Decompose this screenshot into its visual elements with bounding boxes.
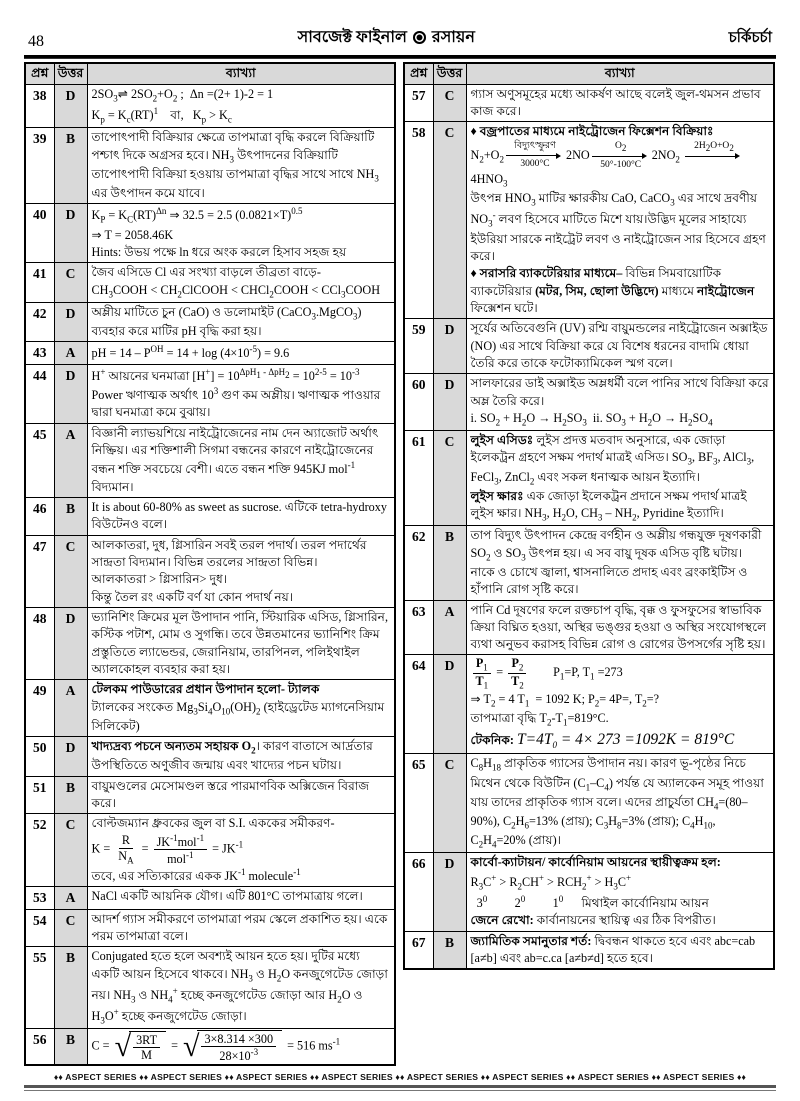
explanation-text: বোল্টজম্যান ধ্রুবকের জুল বা S.I. এককের সমীকরণ- K = $\frac{R}{N_A}$ = $JK^{-1}mol^{-1}$ mol$^{-1}$ = $JK^{-1}$ তবে, এর সত্যিকারের একক $JK^{-1}$ molecule$^{-1}$ [87,814,395,887]
table-row [25,498,395,536]
table-row [25,342,395,364]
answer-letter: C [54,814,87,887]
answer-letter: A [433,600,466,655]
table-row [404,853,774,931]
answer-letter: D [433,319,466,374]
question-number: 43 [25,342,54,364]
explanation-text: It is about 60-80% as sweet as sucrose. এটিকে tetra-hydroxy বিউটেনও বলে। [87,498,395,536]
column-header-answer: উত্তর [433,63,466,84]
table-row [404,754,774,853]
table-row [25,814,395,887]
answer-letter: C [54,909,87,947]
explanation-text: $2SO_3\rightleftharpoons$ $2SO_2+O_2$ ; Δn =(2+ 1)-2 = 1 $K_p = K_c(RT)^1$ বা, $K_p > K_c$ [87,84,395,127]
page-footer [24,1070,776,1101]
table-header-row [404,63,774,84]
explanation-text: লুইস এসিডঃ লুইস প্রদত্ত মতবাদ অনুসারে, এক জোড়া ইলেকট্রন গ্রহণে সক্ষম পদার্থ মাত্রই এসিড। $SO_3$, $BF_3$, AlCl$_3$, FeCl$_3$, ZnCl$_2$ এবং সকল ধনাত্মক আয়ন ইত্যাদি। লুইস ক্ষারঃ এক জোড়া ইলেকট্রন প্রদানে সক্ষম পদার্থ মাত্রই লুইস ক্ষার। $NH_3$, $H_2O$, $CH_3 - NH_2$, Pyridine ইত্যাদি। [466,431,774,526]
answer-letter: C [433,754,466,853]
explanation-text: NaCl একটি আয়নিক যৌগ। এটি 801°C তাপমাত্রায় গলে। [87,887,395,909]
answers-table-left [24,62,396,1066]
bullet-icon [413,31,426,44]
explanation-text: তাপ বিদ্যুৎ উৎপাদন কেন্দ্রে বর্ণহীন ও অম্লীয় গন্ধযুক্ত দূষণকারী $SO_2$ ও $SO_3$ উৎপন্ন হয়। এ সব বায়ু দূষক এসিড বৃষ্টি ঘটায়। নাকে ও চোখে জ্বালা, শ্বাসনালিতে প্রদাহ এবং ব্রংকাইটিস ও হাঁপানি রোগ সৃষ্টি করে। [466,526,774,600]
answer-letter: A [54,342,87,364]
answer-letter: C [433,431,466,526]
answer-letter: A [54,680,87,737]
answer-letter: B [433,931,466,969]
explanation-text: আদর্শ গ্যাস সমীকরণে তাপমাত্রা পরম স্কেলে প্রকাশিত হয়। একে পরম তাপমাত্রা বলে। [87,909,395,947]
table-row [25,608,395,680]
question-number: 54 [25,909,54,947]
question-number: 41 [25,263,54,303]
header-edition: চর্কিচর্চা [728,30,772,46]
explanation-text: আলকাতরা, দুধ, গ্লিসারিন সবই তরল পদার্থ। তরল পদার্থের সান্দ্রতা বিদ্যমান। বিভিন্ন তরলের সান্দ্রতা বিভিন্ন। আলকাতরা > গ্লিসারিন> দুধ। কিন্তু তৈল রং একটি বর্ণ যা কোন পদার্থ নয়। [87,535,395,607]
answer-letter: D [54,364,87,423]
explanation-text: $C_8H_{18}$ প্রাকৃতিক গ্যাসের উপাদান নয়। কারণ ভূ-পৃষ্ঠের নিচে মিথেন থেকে বিউটিন $(C_1-C_4)$ পর্যন্ত যে অ্যালকেন সমূহ পাওয়া যায় তাদের প্রাকৃতিক গ্যাস বলে। এদের প্রাচুর্যতা $CH_4=(80-90\%)$, $C_2H_6=13\%$ (প্রায়); $C_3H_8=3\%$ (প্রায়); $C_4H_{10}$, $C_2H_4=20\%$ (প্রায়)। [466,754,774,853]
answer-letter: D [433,374,466,431]
explanation-text: Conjugated হতে হলে অবশ্যই আয়ন হতে হয়। দুটির মধ্যে একটি আয়ন হিসেবে থাকবে। $NH_3$ ও $H_2O$ কনজুগেটেড জোড়া নয়। $NH_3$ ও $NH_4^+$ হচ্ছে কনজুগেটেড জোড়া আর $H_2O$ ও $H_3O^+$ হচ্ছে কনজুগেটেড জোড়া। [87,947,395,1029]
page-title-right: রসায়ন [431,29,475,46]
explanation-text: তাপোৎপাদী বিক্রিয়ার ক্ষেত্রে তাপমাত্রা বৃদ্ধি করলে বিক্রিয়াটি পশ্চাৎ দিকে অগ্রসর হবে। $NH_3$ উৎপাদনের বিক্রিয়াটি তাপোৎপাদী বিক্রিয়া হওয়ায় তাপমাত্রা বৃদ্ধির সাথে সাথে $NH_3$ এর উৎপাদন কমে যাবে। [87,128,395,204]
column-header-question: প্রশ্ন [404,63,433,84]
table-row [404,431,774,526]
table-header-row [25,63,395,84]
two-column-layout [24,62,776,1066]
table-row [25,84,395,127]
table-row [404,600,774,655]
answer-letter: C [54,263,87,303]
question-number: 59 [404,319,433,374]
table-row [25,887,395,909]
question-number: 62 [404,526,433,600]
answer-letter: D [54,737,87,777]
answer-letter: C [433,122,466,319]
question-number: 66 [404,853,433,931]
table-row [404,374,774,431]
explanation-text: জ্যামিতিক সমানুতার শর্ত: দ্বিবন্ধন থাকতে হবে এবং abc=cab [a≠b] এবং ab=c.ca [a≠b≠d] হতে হবে। [466,931,774,969]
explanation-text: কার্বো-ক্যাটায়ন/ কার্বোনিয়াম আয়নের স্থায়ীত্বক্রম হল: $R_3C^+ > R_2CH^+ > RCH_2^+ > H_3C^+$ $3^0$ $2^0$ $1^0$ মিথাইল কার্বোনিয়াম আয়ন জেনে রেখো: কার্বানায়নের স্থায়িত্ব এর ঠিক বিপরীত। [466,853,774,931]
question-number: 56 [25,1029,54,1066]
column-header-explanation: ব্যাখ্যা [466,63,774,84]
explanation-text: সূর্যের অতিবেগুনি (UV) রশ্মি বায়ুমন্ডলের নাইট্রোজেন অক্সাইড (NO) এর সাথে বিক্রিয়া করে যে বিশেষ ধরনের বাদামি ধোয়া তৈরি করে তাকে ফটোক্যামিকেল স্মগ বলে। [466,319,774,374]
answer-letter: C [54,535,87,607]
table-row [25,1029,395,1066]
explanation-text: সালফারের ডাই অক্সাইড অম্লধর্মী বলে পানির সাথে বিক্রিয়া করে অম্ল তৈরি করে। i. $SO_2 + H_2O \to H_2SO_3$ ii. $SO_3 + H_2O \to H_2SO_4$ [466,374,774,431]
answer-letter: B [54,947,87,1029]
answer-letter: D [54,608,87,680]
question-number: 42 [25,302,54,342]
question-number: 49 [25,680,54,737]
explanation-text: পানি Cd দূষণের ফলে রক্তচাপ বৃদ্ধি, বৃক্ক ও ফুসফুসের স্বাভাবিক ক্রিয়া বিঘ্নিত হওয়া, অস্থির ভঙ্গুর হওয়া ও অস্থির সংযোগস্থলে ব্যথা অনুভব করাসহ বিভিন্ন রোগ ও রোগের উপসর্গের সৃষ্টি হয়। [466,600,774,655]
answer-letter: B [54,1029,87,1066]
question-number: 65 [404,754,433,853]
question-number: 52 [25,814,54,887]
explanation-text: গ্যাস অণুসমূহের মধ্যে আকর্ষণ আছে বলেই জুল-থমসন প্রভাব কাজ করে। [466,84,774,122]
question-number: 47 [25,535,54,607]
question-number: 63 [404,600,433,655]
answer-letter: D [54,204,87,263]
answer-letter: C [433,84,466,122]
question-number: 50 [25,737,54,777]
column-header-question: প্রশ্ন [25,63,54,84]
explanation-text: $\frac{P_1}{T_1}$ = $\frac{P_2}{T_2}$ $P_1=P$, $T_1 =273$ ⇒ $T_2 = 4$ $T_1 = 1092$ K; $P_2= 4P=$, $T_2=$? তাপমাত্রা বৃদ্ধি $T_2-T_1=819^\circ C$. টেকনিক: $T=4T_0 = 4\times 273 =1092K = 819^\circ C$ [466,655,774,754]
explanation-text: টেলকম পাউডারের প্রধান উপাদান হলো- ট্যালক ট্যালকের সংকেত $Mg_3Si_4O_{10}(OH)_2$ (হাইড্রেটেড ম্যাগনেসিয়াম সিলিকেট) [87,680,395,737]
question-number: 48 [25,608,54,680]
table-row [404,319,774,374]
answer-letter: A [54,423,87,497]
question-number: 46 [25,498,54,536]
question-number: 67 [404,931,433,969]
answer-letter: A [54,887,87,909]
page-title [298,24,475,51]
table-row [25,947,395,1029]
explanation-text: খাদ্যদ্রব্য পচনে অন্যতম সহায়ক $O_2।$ কারণ বাতাসে আর্দ্রতার উপস্থিতিতে অণুজীব জন্মায় এবং খাদ্যের পচন ঘটায়। [87,737,395,777]
table-row [404,526,774,600]
question-number: 40 [25,204,54,263]
question-number: 57 [404,84,433,122]
page-header [24,8,776,55]
table-row [404,931,774,969]
answer-letter: B [54,128,87,204]
table-row [404,122,774,319]
answers-table-right [403,62,775,970]
explanation-text: pH = $14 - P^{OH} = 14 + \log (4\times 10^{-5}) = 9.6$ [87,342,395,364]
question-number: 44 [25,364,54,423]
answer-letter: D [433,655,466,754]
answer-letter: B [54,776,87,814]
table-row [25,680,395,737]
column-header-explanation: ব্যাখ্যা [87,63,395,84]
answer-letter: B [54,498,87,536]
table-row [25,364,395,423]
explanation-text: C = √ 3RT M = √ 3×8.314 ×300 $28\times 10^{-3}$ = 516 $ms^{-1}$ [87,1029,395,1066]
page-title-left: সাবজেক্ট ফাইনাল [297,29,407,46]
answer-letter: D [54,302,87,342]
explanation-text: বায়ুমণ্ডলের মেসোমণ্ডল স্তরে পারমাণবিক অক্সিজেন বিরাজ করে। [87,776,395,814]
question-number: 38 [25,84,54,127]
table-row [25,204,395,263]
question-number: 58 [404,122,433,319]
question-number: 64 [404,655,433,754]
answer-letter: D [433,853,466,931]
table-row [25,263,395,303]
question-number: 53 [25,887,54,909]
page-number: 48 [28,33,44,50]
explanation-text: ভ্যানিশিং ক্রিমের মূল উপাদান পানি, স্টিয়ারিক এসিড, গ্লিসারিন, কস্টিক পটাশ, মোম ও সুগন্ধি। তবে উন্নতমানের ভ্যানিশিং ক্রিম প্রস্তুতিতে ল্যাভেন্ডর, জেরানিয়াম, তারপিনল, পলিইথাইল অ্যালকোহল ব্যবহার করা হয়। [87,608,395,680]
question-number: 61 [404,431,433,526]
table-row [25,302,395,342]
explanation-text: ♦ বজ্রপাতের মাধ্যমে নাইট্রোজেন ফিক্সেশন বিক্রিয়াঃ $N_2+O_2$ বিদ্যুৎস্ফুরণ 3000°C 2NO $O_2$ 50°-100°C $2NO_2$ $2H_2O+O_2$ $4HNO_3$ উৎপন্ন $HNO_3$ মাটির ক্ষারকীয় CaO, CaCO$_3$ এর সাথে দ্রবণীয় $NO_3^-$ লবণ হিসেবে মাটিতে মিশে যায়।উদ্ভিদ মূলের সাহায্যে ইউরিয়া সারকে নাইট্রেট লবণ ও নাইট্রোজেন সার হিসেবে গ্রহণ করে। ♦ সরাসরি ব্যাকটেরিয়ার মাধ্যমে– বিভিন্ন সিমবায়োটিক ব্যাকটেরিয়ার (মটর, সিম, ছোলা উদ্ভিদে) মাধ্যমে নাইট্রোজেন ফিক্সেশন ঘটে। [466,122,774,319]
question-number: 60 [404,374,433,431]
table-row [25,776,395,814]
question-number: 51 [25,776,54,814]
answer-letter: B [433,526,466,600]
explanation-text: $K_P = K_C(RT)^{\Delta n}$ ⇒ 32.5 = 2.5 $(0.0821\times T)^{0.5}$ ⇒ T = 2058.46K Hints: উভয় পক্ষে ln ধরে অংক করলে হিসাব সহজ হয় [87,204,395,263]
footer-banner: ♦♦ ASPECT SERIES ♦♦ ASPECT SERIES ♦♦ ASPECT SERIES ♦♦ ASPECT SERIES ♦♦ ASPECT SERIES ♦♦ ASPECT SERIES ♦♦ ASPECT SERIES ♦♦ ASPECT SERIES ♦♦ [53,1072,747,1083]
question-number: 55 [25,947,54,1029]
table-row [25,909,395,947]
table-row [25,128,395,204]
table-row [25,535,395,607]
answer-letter: D [54,84,87,127]
table-row [25,737,395,777]
table-row [404,84,774,122]
footer-divider [24,1085,776,1091]
explanation-text: বিজ্ঞানী ল্যাভয়শিয়ে নাইট্রোজেনের নাম দেন অ্যাজোট অর্থাৎ নিষ্ক্রিয়। এর শক্তিশালী সিগমা বন্ধনের কারণে নাইট্রোজেনের বন্ধন শক্তি সবচেয়ে বেশী। এতে বন্ধন শক্তি 945KJ mol$^{-1}$ বিদ্যমান। [87,423,395,497]
question-number: 39 [25,128,54,204]
explanation-text: H+ আয়নের ঘনমাত্রা $[H^+] = 10^{\Delta pH_1 - \Delta pH_2} = 10^{2-5} = 10^{-3}$ Power ঋণাত্মক অর্থাৎ $10^3$ গুণ কম অম্লীয়। ঋণাত্মক পাওয়ার দ্বারা ঘনমাত্রা কমে বুঝায়। [87,364,395,423]
header-divider [24,55,776,59]
column-header-answer: উত্তর [54,63,87,84]
question-number: 45 [25,423,54,497]
table-row [404,655,774,754]
explanation-text: জৈব এসিডে Cl এর সংখ্যা বাড়লে তীব্রতা বাড়ে- $CH_3COOH$ < $CH_2ClCOOH$ < CHCl$_2$COOH < CCl$_3$COOH [87,263,395,303]
explanation-text: অম্লীয় মাটিতে চুন (CaO) ও ডলোমাইট (CaCO$_3$.MgCO$_3$) ব্যবহার করে মাটির pH বৃদ্ধি করা হয়। [87,302,395,342]
table-row [25,423,395,497]
